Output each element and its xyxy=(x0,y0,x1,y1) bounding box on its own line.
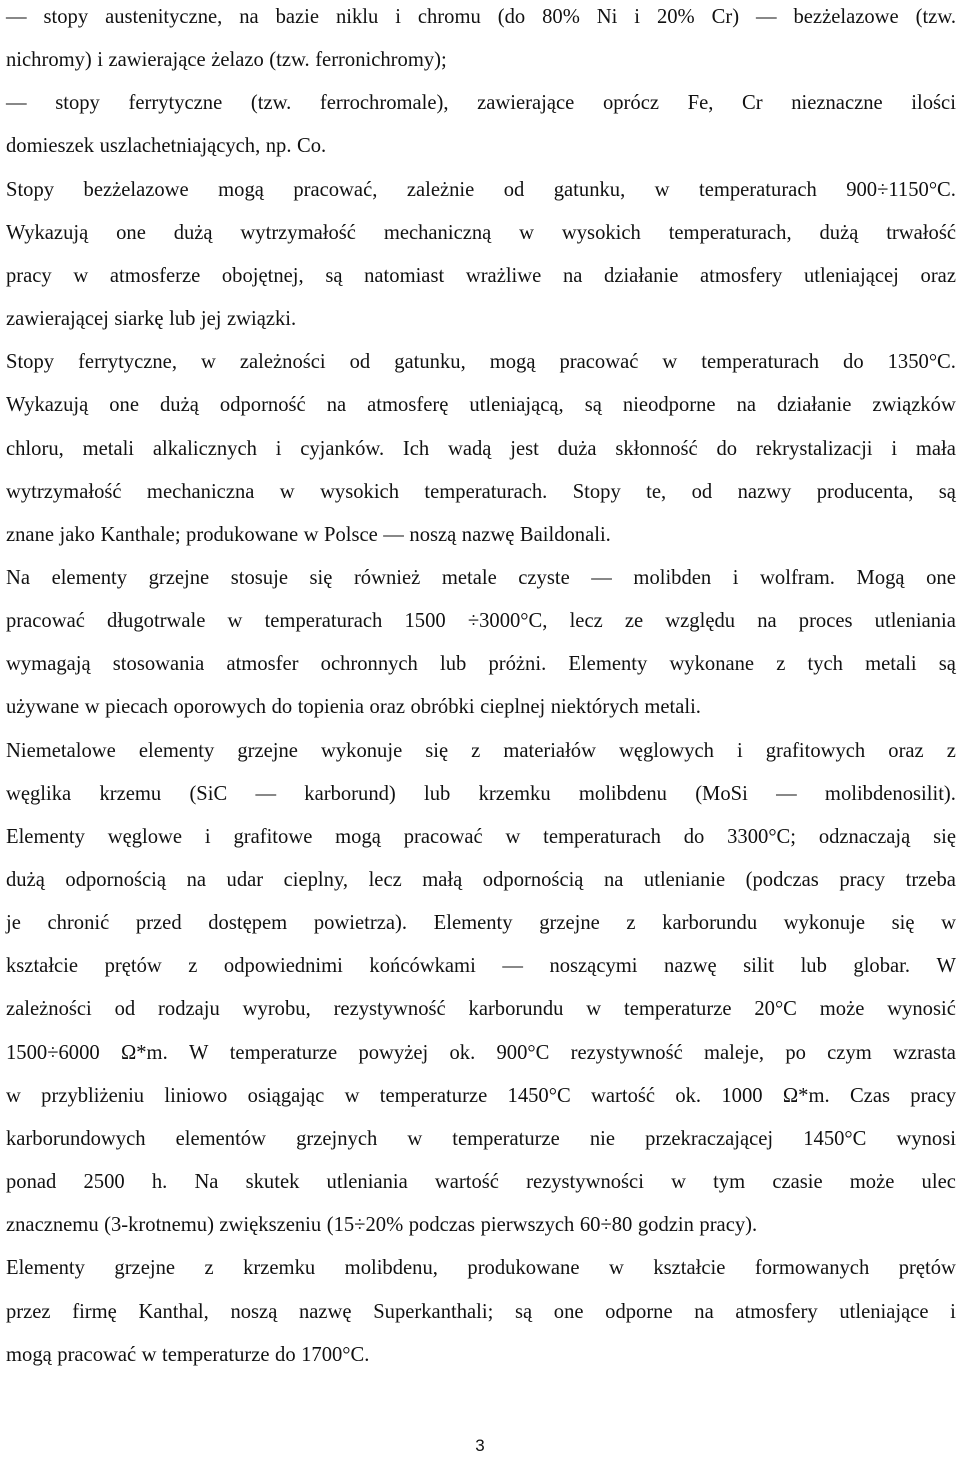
page-number: 3 xyxy=(475,1436,485,1455)
text-line: dużą odpornością na udar cieplny, lecz małą odpornością na utlenianie (podczas pracy trzeba xyxy=(6,869,956,891)
text-line: 1500÷6000 Ω*m. W temperaturze powyżej ok. 900°C rezystywność maleje, po czym wzrasta xyxy=(6,1041,956,1064)
text-line: pracy w atmosferze obojętnej, są natomiast wrażliwe na działanie atmosfery utleniającej oraz xyxy=(6,264,956,287)
text-line: znacznemu (3-krotnemu) zwiększeniu (15÷20% podczas pierwszych 60÷80 godzin pracy). xyxy=(6,1214,758,1237)
text-line: przez firmę Kanthal, noszą nazwę Superkanthali; są one odporne na atmosfery utleniające i xyxy=(6,1300,956,1323)
text-line: karborundowych elementów grzejnych w temperaturze nie przekraczającej 1450°C wynosi xyxy=(6,1127,956,1150)
text-line: wymagają stosowania atmosfer ochronnych lub próżni. Elementy wykonane z tych metali są xyxy=(6,653,956,676)
text-line: znane jako Kanthale; produkowane w Polsce — noszą nazwę Baildonali. xyxy=(6,523,611,546)
text-line: zawierającej siarkę lub jej związki. xyxy=(6,308,297,331)
text-line: wytrzymałość mechaniczna w wysokich temperaturach. Stopy te, od nazwy producenta, są xyxy=(6,480,956,503)
text-line: Niemetalowe elementy grzejne wykonuje się z materiałów węglowych i grafitowych oraz z xyxy=(6,739,956,762)
text-line: nichromy) i zawierające żelazo (tzw. ferronichromy); xyxy=(6,49,447,72)
text-line: używane w piecach oporowych do topienia oraz obróbki cieplnej niektórych metali. xyxy=(6,696,701,719)
text-line: je chronić przed dostępem powietrza). Elementy grzejne z karborundu wykonuje się w xyxy=(6,912,956,935)
text-line: Elementy węglowe i grafitowe mogą pracować w temperaturach do 3300°C; odznaczają się xyxy=(6,825,956,848)
text-line: domieszek uszlachetniających, np. Co. xyxy=(6,135,327,158)
text-line: — stopy ferrytyczne (tzw. ferrochromale), zawierające oprócz Fe, Cr nieznaczne ilości xyxy=(6,92,956,115)
text-line: mogą pracować w temperaturze do 1700°C. xyxy=(6,1343,370,1366)
text-line: w przybliżeniu liniowo osiągając w temperaturze 1450°C wartość ok. 1000 Ω*m. Czas pracy xyxy=(6,1084,956,1107)
text-line: chloru, metali alkalicznych i cyjanków. Ich wadą jest duża skłonność do rekrystalizacji i mała xyxy=(6,437,956,460)
text-line: ponad 2500 h. Na skutek utleniania wartość rezystywności w tym czasie może ulec xyxy=(6,1171,956,1194)
text-line: Stopy bezżelazowe mogą pracować, zależnie od gatunku, w temperaturach 900÷1150°C. xyxy=(6,178,956,201)
text-line: — stopy austenityczne, na bazie niklu i chromu (do 80% Ni i 20% Cr) — bezżelazowe (tzw. xyxy=(6,6,956,28)
text-line: Wykazują one dużą wytrzymałość mechaniczną w wysokich temperaturach, dużą trwałość xyxy=(6,221,956,244)
text-line: Wykazują one dużą odporność na atmosferę utleniającą, są nieodporne na działanie związków xyxy=(6,394,956,417)
text-line: Stopy ferrytyczne, w zależności od gatunku, mogą pracować w temperaturach do 1350°C. xyxy=(6,351,956,374)
document-page xyxy=(6,0,956,1460)
text-line: Elementy grzejne z krzemku molibdenu, produkowane w kształcie formowanych prętów xyxy=(6,1257,956,1280)
text-line: Na elementy grzejne stosuje się również metale czyste — molibden i wolfram. Mogą one xyxy=(6,566,956,589)
text-line: zależności od rodzaju wyrobu, rezystywność karborundu w temperaturze 20°C może wynosić xyxy=(6,998,956,1021)
text-line: węglika krzemu (SiC — karborund) lub krzemku molibdenu (MoSi — molibdenosilit). xyxy=(6,782,956,805)
text-line: pracować długotrwale w temperaturach 1500 ÷3000°C, lecz ze względu na proces utleniania xyxy=(6,610,956,633)
text-line: kształcie prętów z odpowiednimi końcówkami — noszącymi nazwę silit lub globar. W xyxy=(6,955,956,978)
